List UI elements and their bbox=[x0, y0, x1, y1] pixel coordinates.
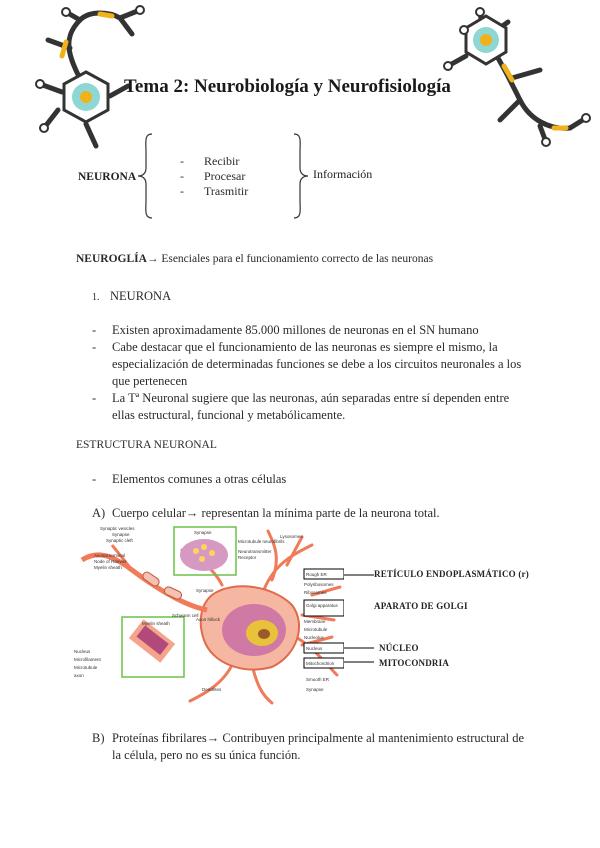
fig-label: Ribosomes bbox=[304, 590, 327, 595]
fig-label: Nucleus bbox=[74, 649, 91, 654]
fig-label: Synapse bbox=[112, 532, 130, 537]
item-b-proteinas-fibrilares: B) Proteínas fibrilares→ Contribuyen principalmente al mantenimiento estructural de la célula, pero no es su única función. bbox=[92, 731, 525, 762]
informacion-label: Información bbox=[313, 167, 373, 181]
neurona-label: NEURONA bbox=[78, 171, 137, 183]
list-item: - Elementos comunes a otras células bbox=[92, 472, 287, 486]
fig-label: Nucleus bbox=[306, 646, 323, 651]
neuron-structure-figure bbox=[72, 525, 344, 705]
fig-label: Synapse bbox=[196, 588, 214, 593]
fig-label: Smooth ER bbox=[306, 677, 330, 682]
fig-label: Synapse bbox=[306, 687, 324, 692]
fig-label: Rough ER bbox=[306, 572, 327, 577]
list-item: - La Tª Neuronal sugiere que las neuronas, aún separadas entre sí dependen entre ellas estructural, funcional y metabólicamente. bbox=[92, 391, 510, 422]
fig-label: Synaptic cleft bbox=[106, 538, 133, 543]
fig-label: Schwann cell bbox=[172, 613, 199, 618]
fig-label: Microtubule neurofibrils bbox=[238, 539, 285, 544]
annotation-lines bbox=[344, 570, 374, 670]
neuroglia-definition: NEUROGLÍA→ Esenciales para el funcionamiento correcto de las neuronas bbox=[76, 253, 434, 265]
item-a-cuerpo-celular: A) Cuerpo celular→ representan la mínima parte de la neurona total. bbox=[92, 506, 440, 520]
fig-label: Nucleolus bbox=[304, 635, 324, 640]
fig-label: Receptor bbox=[238, 555, 257, 560]
fig-label: Golgi apparatus bbox=[306, 603, 338, 608]
fig-label: Synapse bbox=[194, 530, 212, 535]
neuron-decoration-right-icon bbox=[0, 0, 600, 150]
list-item: - Recibir bbox=[180, 154, 240, 168]
section-heading-estructura: ESTRUCTURA NEURONAL bbox=[76, 439, 217, 451]
fig-label: Synaptic vesicles bbox=[100, 526, 135, 531]
list-item: - Procesar bbox=[180, 169, 246, 183]
fig-label: Microtubule bbox=[304, 627, 328, 632]
list-item: - Cabe destacar que el funcionamiento de las neuronas es siempre el mismo, la especialización de determinadas funciones se debe a los circuitos neuronales a los que pertenecen bbox=[92, 340, 522, 388]
fig-label: Axon hillock bbox=[196, 617, 221, 622]
estructura-bullet bbox=[92, 471, 532, 488]
neurona-bullet-list bbox=[92, 322, 532, 424]
list-item: - Trasmitir bbox=[180, 184, 249, 198]
fig-label: Myelin sheath bbox=[94, 565, 122, 570]
fig-label: Node of Ranvier bbox=[94, 559, 127, 564]
annotation-golgi: APARATO DE GOLGI bbox=[374, 601, 468, 611]
list-item: - Existen aproximadamente 85.000 millones de neuronas en el SN humano bbox=[92, 323, 479, 337]
fig-label: Polyribosomes bbox=[304, 582, 334, 587]
right-brace-icon bbox=[290, 132, 310, 220]
fig-label: Membrane bbox=[304, 619, 326, 624]
fig-label: Microfilament bbox=[74, 657, 101, 662]
fig-label: Axonal terminal bbox=[94, 553, 126, 558]
fig-label: axon bbox=[74, 673, 84, 678]
fig-label: Myelin sheath bbox=[142, 621, 170, 626]
fig-label: Mitochondrion bbox=[306, 661, 335, 666]
annotation-mitocondria: MITOCONDRIA bbox=[379, 658, 450, 668]
fig-label: Dendrites bbox=[202, 687, 222, 692]
annotation-nucleo: NÚCLEO bbox=[379, 643, 419, 653]
neurona-functions-list bbox=[180, 154, 248, 199]
fig-label: Neurotransmitter bbox=[238, 549, 272, 554]
page-title: Tema 2: Neurobiología y Neurofisiología bbox=[124, 76, 451, 97]
left-brace-icon bbox=[136, 132, 156, 220]
annotation-reticulo: RETÍCULO ENDOPLASMÁTICO (r) bbox=[374, 569, 529, 579]
section-heading-neurona: 1. NEURONA bbox=[92, 289, 172, 303]
fig-label: Microtubule bbox=[74, 665, 98, 670]
fig-label: Lysosomes bbox=[280, 534, 303, 539]
